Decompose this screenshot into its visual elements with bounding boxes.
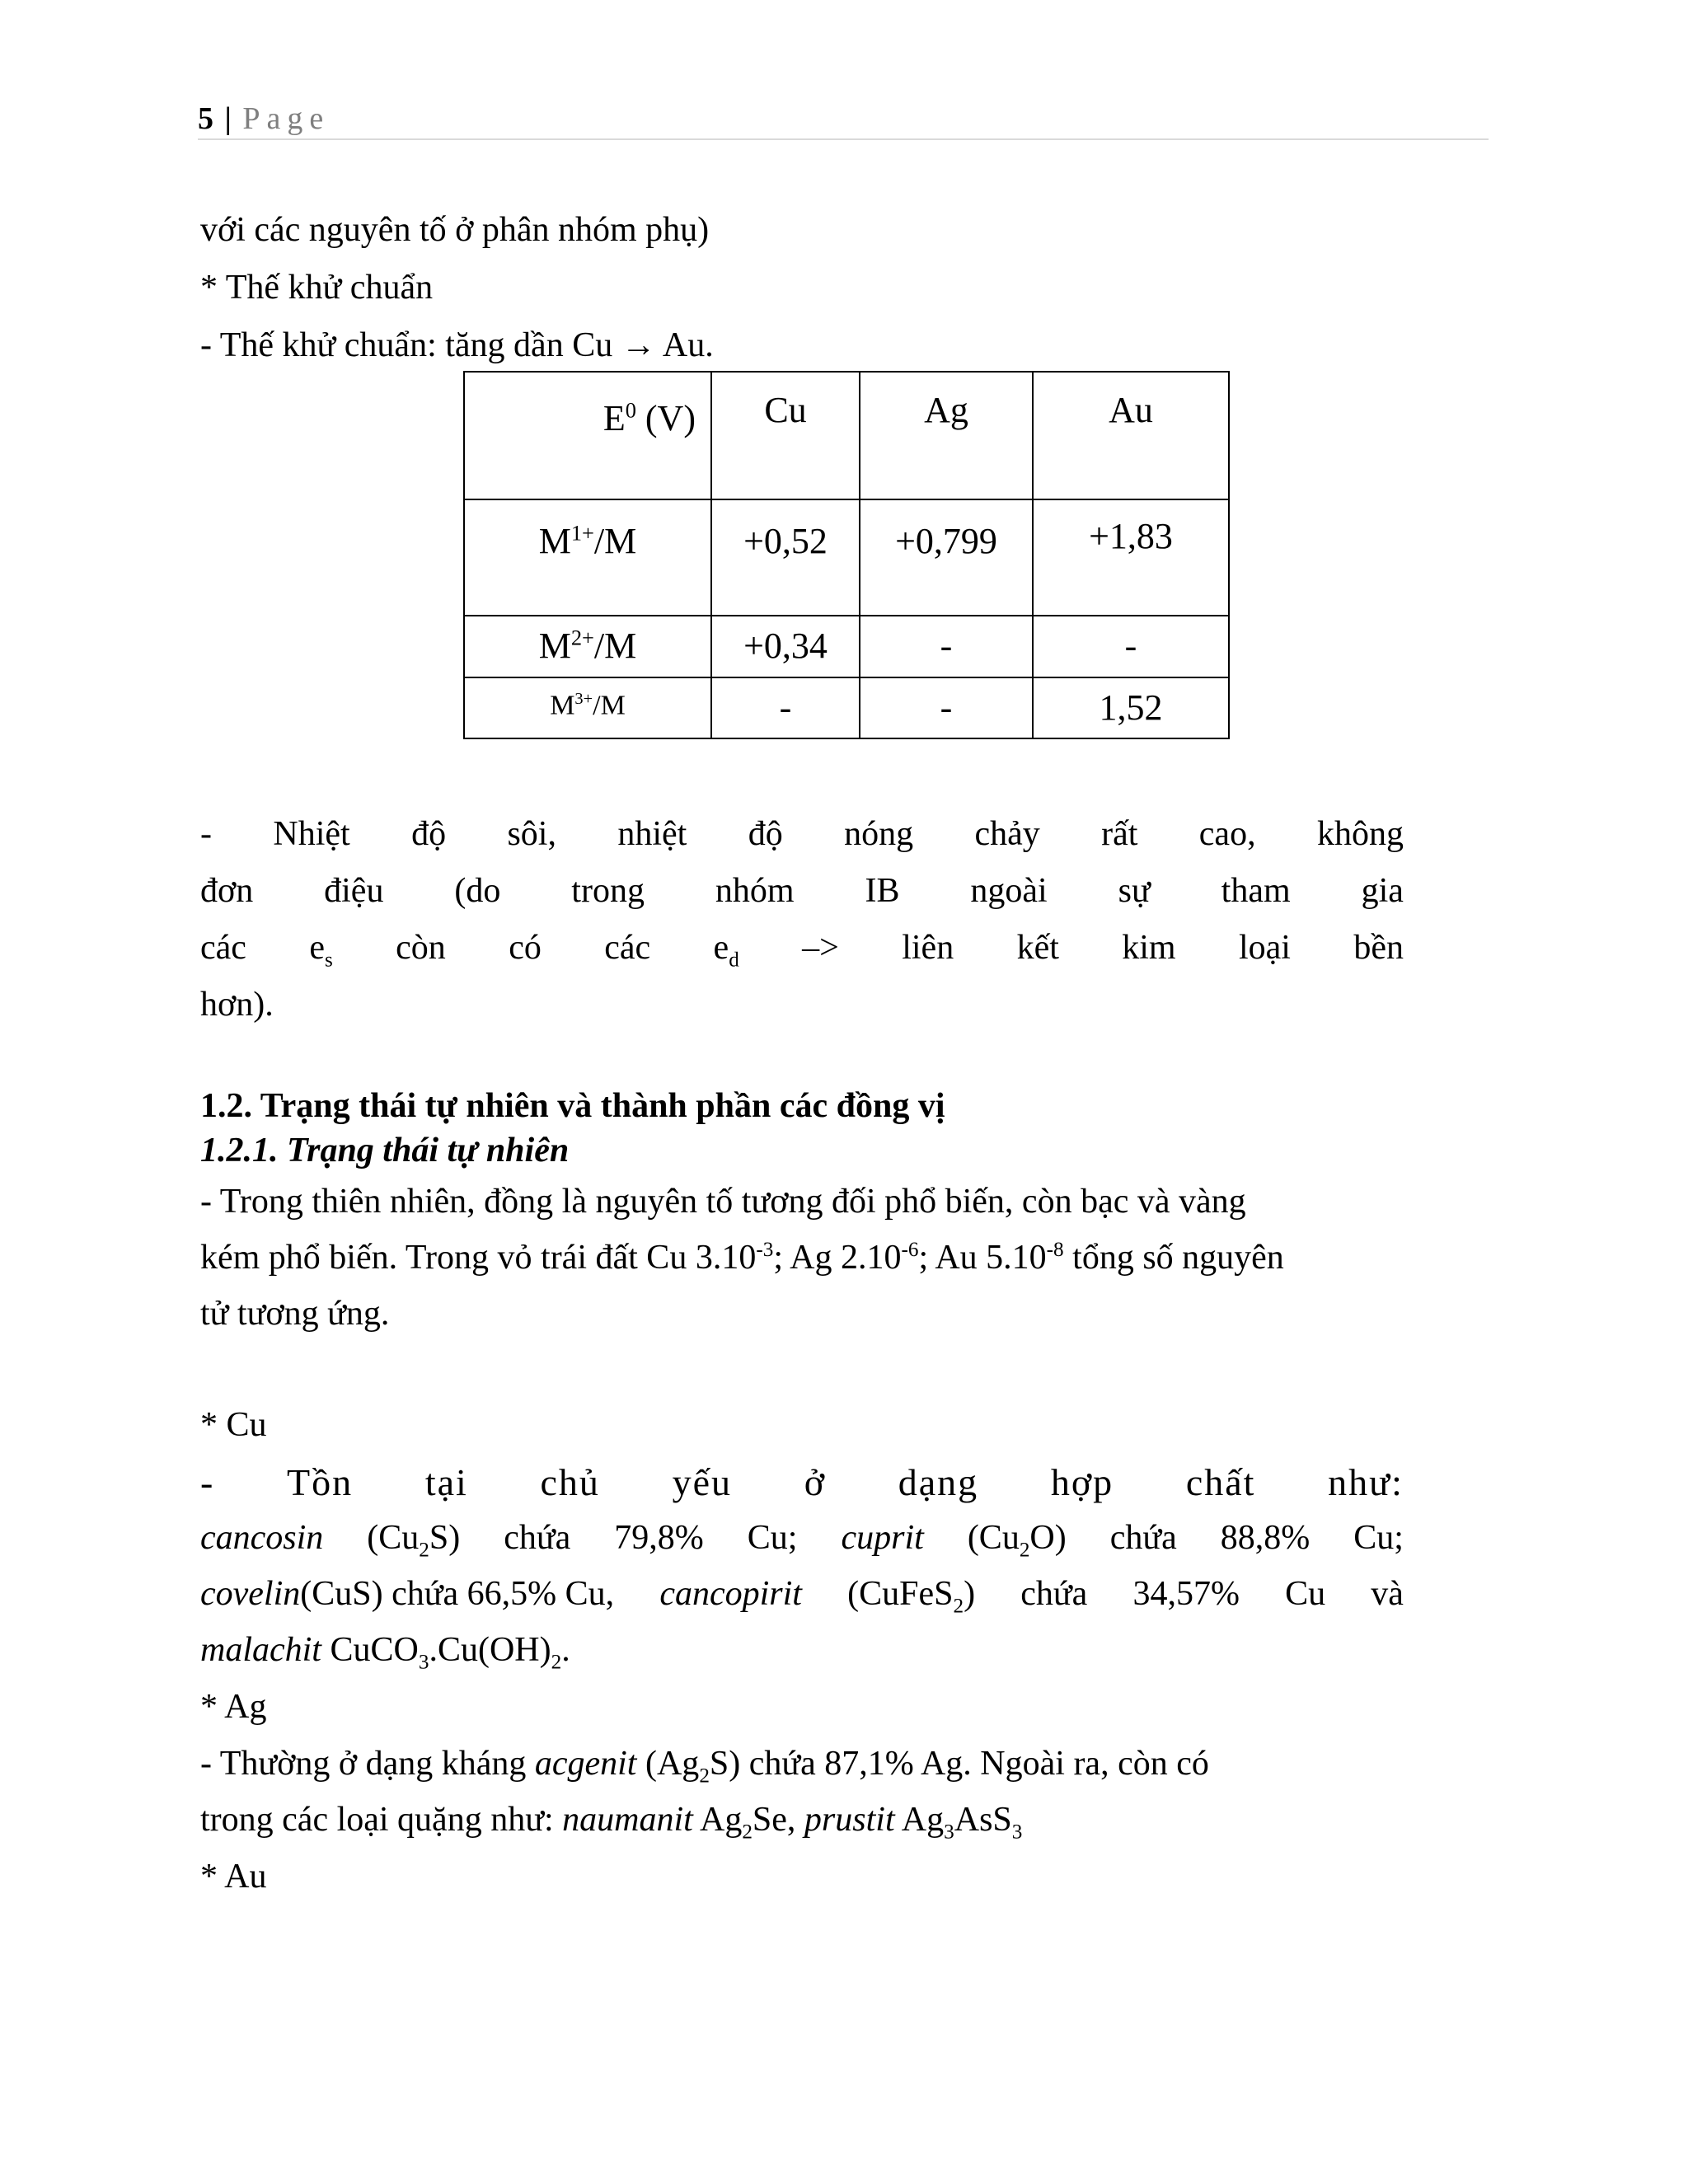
page-word: Page	[242, 101, 331, 136]
page-header	[198, 101, 330, 137]
table-corner-cell	[464, 372, 711, 499]
table-cell: +0,52	[711, 499, 860, 616]
corner-unit: (V)	[635, 398, 696, 438]
section-heading: 1.2. Trạng thái tự nhiên và thành phần các đồng vị	[200, 1087, 945, 1125]
paragraph-line: hơn).	[200, 986, 274, 1024]
column-header: Ag	[860, 372, 1033, 499]
standard-potential-table	[463, 371, 1230, 739]
ag-heading: * Ag	[200, 1688, 267, 1726]
corner-symbol: E	[603, 398, 626, 438]
paragraph-line: đơn điệu (do trong nhóm IB ngoài sự tham gia	[200, 872, 1404, 910]
corner-sup: 0	[625, 397, 636, 423]
paragraph-line: trong các loại quặng như: naumanit $Ag_2Se$, prustit $Ag_3AsS_3$	[200, 1801, 1023, 1844]
subsection-heading: 1.2.1. Trạng thái tự nhiên	[200, 1132, 570, 1169]
header-rule	[198, 138, 1489, 140]
au-heading: * Au	[200, 1858, 267, 1896]
table-cell: -	[1033, 616, 1229, 677]
table-cell: -	[711, 677, 860, 738]
paragraph-line: cancosin $(Cu_2S)$ chứa 79,8% Cu; cuprit $(Cu_2O)$ chứa 88,8% Cu;	[200, 1519, 1404, 1562]
paragraph-line: - Nhiệt độ sôi, nhiệt độ nóng chảy rất cao, không	[200, 815, 1404, 853]
header-separator: |	[224, 101, 232, 136]
cu-heading: * Cu	[200, 1406, 267, 1444]
table-cell: -	[860, 677, 1033, 738]
table-cell: +1,83	[1033, 499, 1229, 616]
row-label: $M^{2+}/M$	[464, 616, 711, 677]
column-header: Cu	[711, 372, 860, 499]
row-label: $M^{3+}/M$	[464, 677, 711, 738]
table-cell: 1,52	[1033, 677, 1229, 738]
paragraph-line: tử tương ứng.	[200, 1295, 390, 1333]
paragraph-line: malachit $CuCO_3.Cu(OH)_2$.	[200, 1631, 570, 1674]
paragraph-line: - Tồn tại chủ yếu ở dạng hợp chất như:	[200, 1461, 1404, 1503]
paragraph-line: - Thường ở dạng kháng acgenit $(Ag_2S)$ chứa 87,1% Ag. Ngoài ra, còn có	[200, 1745, 1209, 1788]
text-line: - Thế khử chuẩn: tăng dần Cu → Au.	[200, 326, 714, 364]
text-line: với các nguyên tố ở phân nhóm phụ)	[200, 211, 710, 249]
paragraph-line: - Trong thiên nhiên, đồng là nguyên tố tương đối phổ biến, còn bạc và vàng	[200, 1183, 1246, 1221]
paragraph-line: covelin(CuS) chứa 66,5% Cu, cancopirit (CuFeS$_2$) chứa 34,57% Cu và	[200, 1575, 1404, 1618]
table-cell: -	[860, 616, 1033, 677]
column-header: Au	[1033, 372, 1229, 499]
text-line: * Thế khử chuẩn	[200, 269, 434, 307]
table-cell: +0,799	[860, 499, 1033, 616]
paragraph-line: các $e_s$ còn có các $e_d$ –> liên kết kim loại bền	[200, 929, 1404, 972]
table-cell: +0,34	[711, 616, 860, 677]
page-number: 5	[198, 101, 213, 136]
row-label: $M^{1+}/M$	[464, 499, 711, 616]
paragraph-line: kém phổ biến. Trong vỏ trái đất Cu $3.10^{-3}$; Ag $2.10^{-6}$; Au $5.10^{-8}$ tổng số nguyên	[200, 1239, 1284, 1277]
